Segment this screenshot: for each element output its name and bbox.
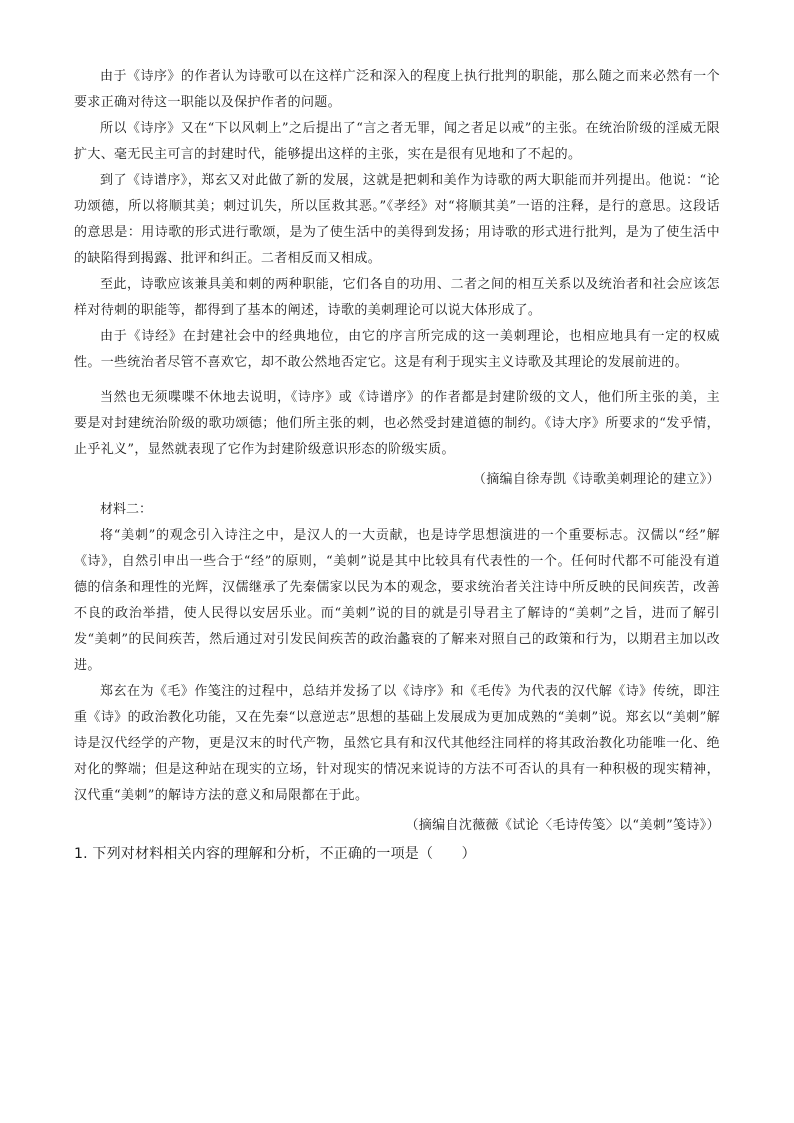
material-two	[74, 497, 720, 839]
paragraph: 到了《诗谱序》，郑玄又对此做了新的发展，这就是把刺和美作为诗歌的两大职能而并列提出。他说：“论功颂德，所以将顺其美；刺过讥失，所以匡救其恶。”《孝经》对“将顺其美”一语的注释，是行的意思。这段话的意思是：用诗歌的形式进行歌颂，是为了使生活中的美得到发扬；用诗歌的形式进行批判，是为了使生活中的缺陷得到揭露、批评和纠正。二者相反而又相成。	[74, 173, 720, 266]
paragraph: 当然也无须喋喋不休地去说明，《诗序》或《诗谱序》的作者都是封建阶级的文人，他们所主张的美，主要是对封建统治阶级的歌功颂德；他们所主张的刺，也必然受封建道德的制约。《诗大序》所要求的“发乎情，止乎礼义”，显然就表现了它作为封建阶级意识形态的阶级实质。	[74, 390, 720, 457]
paragraph: 所以《诗序》又在“下以风刺上”之后提出了“言之者无罪，闻之者足以戒”的主张。在统治阶级的淫威无限扩大、毫无民主可言的封建时代，能够提出这样的主张，实在是很有见地和了不起的。	[74, 121, 720, 162]
paragraph: 至此，诗歌应该兼具美和刺的两种职能，它们各自的功用、二者之间的相互关系以及统治者和社会应该怎样对待刺的职能等，都得到了基本的阐述，诗歌的美刺理论可以说大体形成了。	[74, 277, 720, 318]
question-stem: 1. 下列对材料相关内容的理解和分析，不正确的一项是（ ）	[74, 846, 476, 862]
source-citation: （摘编自沈薇薇《试论〈毛诗传笺〉以“美刺”笺诗》）	[405, 818, 720, 833]
source-citation: （摘编自徐寿凯《诗歌美刺理论的建立》）	[472, 472, 720, 487]
paragraph: 由于《诗序》的作者认为诗歌可以在这样广泛和深入的程度上执行批判的职能，那么随之而来必然有一个要求正确对待这一职能以及保护作者的问题。	[74, 69, 720, 110]
paragraph: 郑玄在为《毛》作笺注的过程中，总结并发扬了以《诗序》和《毛传》为代表的汉代解《诗》传统，即注重《诗》的政治教化功能，又在先秦“以意逆志”思想的基础上发展成为更加成熟的“美刺”说。郑玄以“美刺”解诗是汉代经学的产物，更是汉末的时代产物，虽然它具有和汉代其他经注同样的将其政治教化功能唯一化、绝对化的弊端；但是这种站在现实的立场，针对现实的情况来说诗的方法不可否认的具有一种积极的现实精神，汉代重“美刺”的解诗方法的意义和局限都在于此。	[74, 684, 720, 803]
paragraph: 由于《诗经》在封建社会中的经典地位，由它的序言所完成的这一美刺理论，也相应地具有一定的权威性。一些统治者尽管不喜欢它，却不敢公然地否定它。这是有利于现实主义诗歌及其理论的发展前进的。	[74, 329, 720, 370]
document-body	[74, 64, 720, 867]
material-label: 材料二：	[100, 502, 153, 517]
paragraph: 将“美刺”的观念引入诗注之中，是汉人的一大贡献，也是诗学思想演进的一个重要标志。汉儒以“经”解《诗》，自然引申出一些合于“经”的原则，“美刺”说是其中比较具有代表性的一个。任何时代都不可能没有道德的信条和理性的光辉，汉儒继承了先秦儒家以民为本的观念，要求统治者关注诗中所反映的民间疾苦，改善不良的政治举措，使人民得以安居乐业。而“美刺”说的目的就是引导君主了解诗的“美刺”之旨，进而了解引发“美刺”的民间疾苦，然后通过对引发民间疾苦的政治蠡衰的了解来对照自己的政策和行为，以期君主加以改进。	[74, 528, 720, 673]
material-one	[74, 64, 720, 493]
